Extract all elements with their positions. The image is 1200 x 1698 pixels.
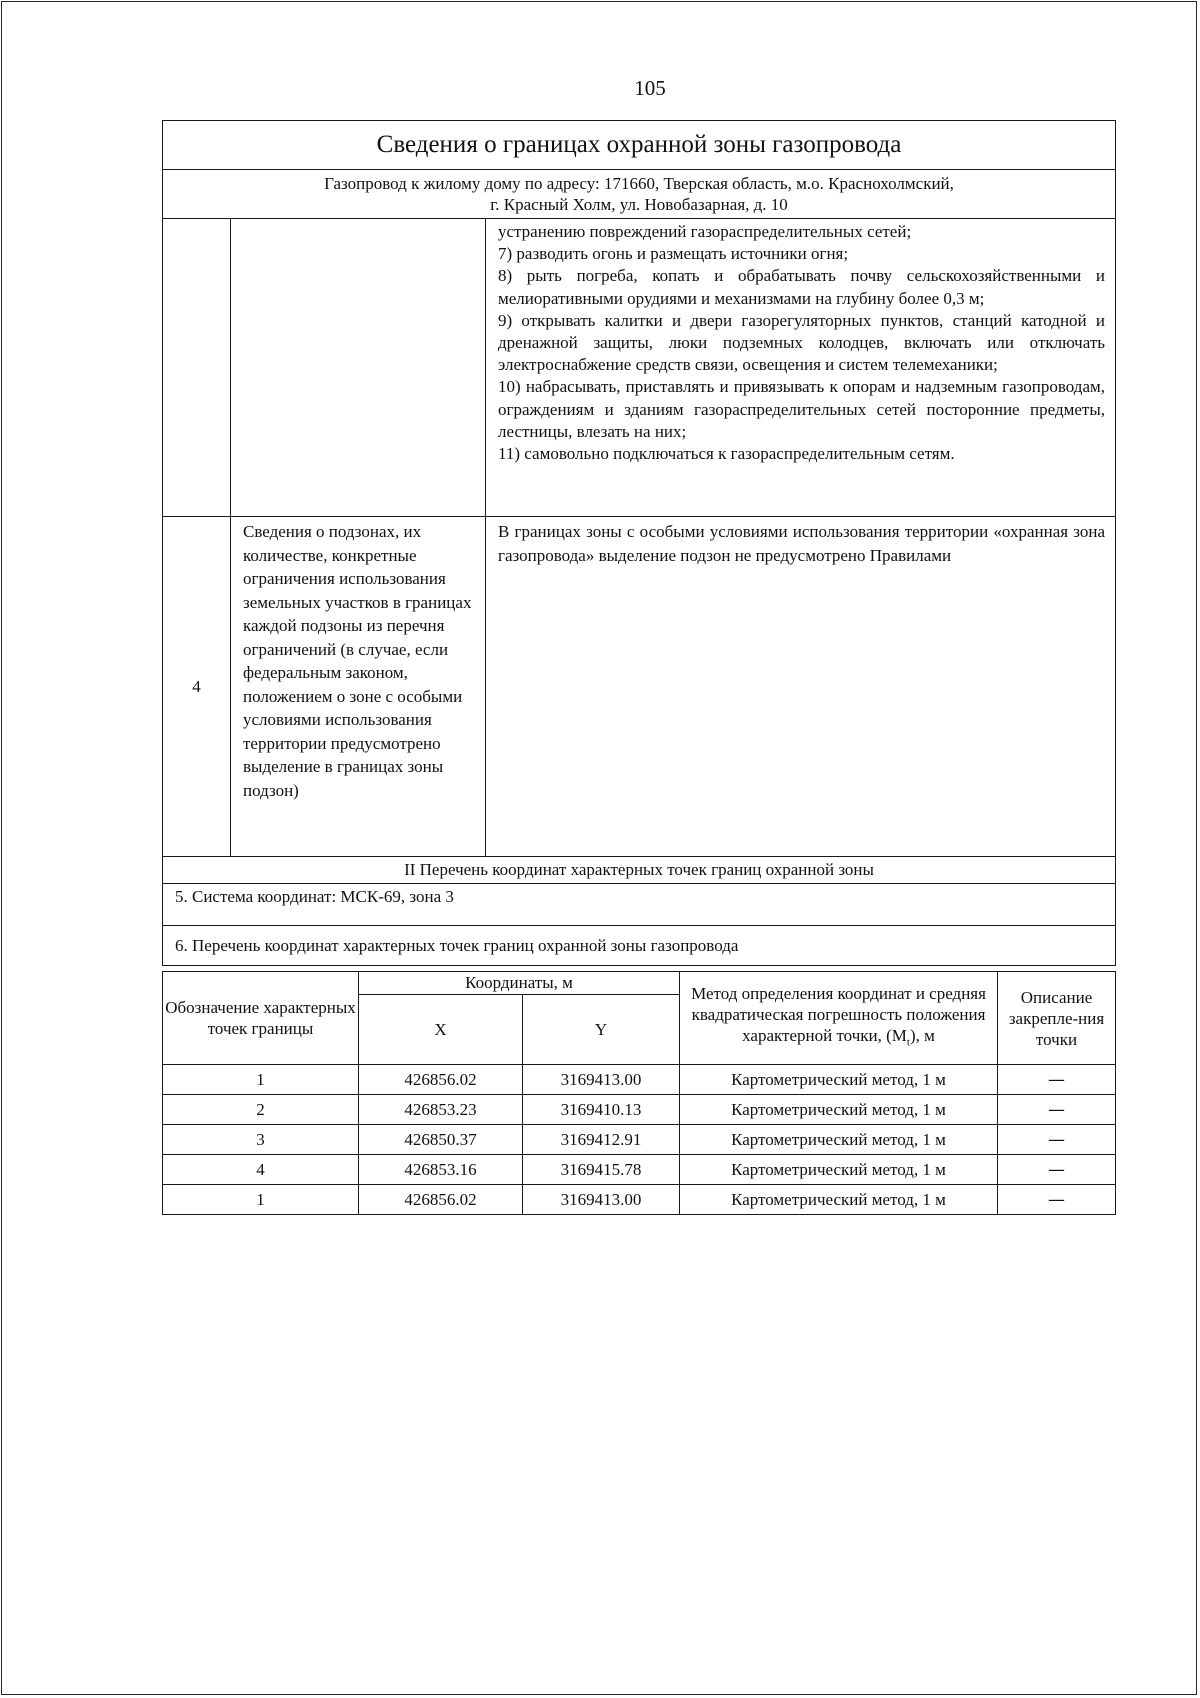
coord-y: 3169413.00 — [523, 1185, 680, 1215]
restriction-item: устранению повреждений газораспределительных сетей; — [498, 222, 912, 241]
method: Картометрический метод, 1 м — [680, 1095, 998, 1125]
points-list-title: 6. Перечень координат характерных точек границ охранной зоны газопровода — [163, 926, 1116, 966]
method: Картометрический метод, 1 м — [680, 1065, 998, 1095]
address-line-2: г. Красный Холм, ул. Новобазарная, д. 10 — [490, 195, 788, 214]
zone-info-table — [162, 120, 1116, 966]
table-row — [163, 1125, 1116, 1155]
coordinate-system: 5. Система координат: МСК-69, зона 3 — [163, 884, 1116, 926]
section-2-title: II Перечень координат характерных точек границ охранной зоны — [163, 857, 1116, 884]
method: Картометрический метод, 1 м — [680, 1155, 998, 1185]
method: Картометрический метод, 1 м — [680, 1125, 998, 1155]
coord-y: 3169410.13 — [523, 1095, 680, 1125]
point-id: 4 — [163, 1155, 359, 1185]
document-title: Сведения о границах охранной зоны газопровода — [163, 121, 1116, 170]
table-row — [163, 1155, 1116, 1185]
point-id: 2 — [163, 1095, 359, 1125]
header-method: Метод определения координат и средняя квадратическая погрешность положения характерной точки, $(M_t)$, м — [680, 972, 998, 1065]
restrictions-list — [486, 219, 1116, 517]
fixing: — — [998, 1155, 1116, 1185]
fixing: — — [998, 1095, 1116, 1125]
header-coordinates: Координаты, м — [359, 972, 680, 995]
restriction-item: 11) самовольно подключаться к газораспределительным сетям. — [498, 444, 955, 464]
fixing: — — [998, 1125, 1116, 1155]
page-number: 105 — [634, 76, 666, 100]
coordinates-table — [162, 971, 1116, 1215]
subzones-label: Сведения о подзонах, их количестве, конкретные ограничения использования земельных участков в границах каждой подзоны из перечня ограничений (в случае, если федеральным законом, положением о зоне с особыми условиями использования территории предусмотрено выделение в границах зоны подзон) — [231, 517, 486, 857]
fixing: — — [998, 1185, 1116, 1215]
table-row — [163, 1095, 1116, 1125]
restriction-item: 9) открывать калитки и двери газорегуляторных пунктов, станций катодной и дренажной защиты, люки подземных колодцев, включать или отключать электроснабжение средств связи, освещения и систем телемеханики; — [498, 310, 1106, 375]
restriction-item: 7) разводить огонь и размещать источники огня; — [498, 244, 849, 264]
coord-x: 426853.16 — [359, 1155, 523, 1185]
point-id: 3 — [163, 1125, 359, 1155]
header-point: Обозначение характерных точек границы — [163, 972, 359, 1065]
row-number: 4 — [163, 517, 231, 857]
subzones-text: В границах зоны с особыми условиями использования территории «охранная зона газопровода» выделение подзон не предусмотрено Правилами — [486, 517, 1116, 857]
empty-label-cell — [231, 219, 486, 517]
address-line-1: Газопровод к жилому дому по адресу: 171660, Тверская область, м.о. Краснохолмский, — [324, 174, 954, 193]
header-fixing: Описание закрепле-ния точки — [998, 972, 1116, 1065]
coord-x: 426856.02 — [359, 1065, 523, 1095]
point-id: 1 — [163, 1065, 359, 1095]
restriction-item: 8) рыть погреба, копать и обрабатывать почву сельскохозяйственными и мелиоративными орудиями и механизмами на глубину более 0,3 м; — [498, 266, 1106, 308]
coord-y: 3169412.91 — [523, 1125, 680, 1155]
restriction-item: 10) набрасывать, приставлять и привязывать к опорам и надземным газопроводам, ограждениям и зданиям газораспределительных сетей посторонние предметы, лестницы, влезать на них; — [498, 377, 1106, 441]
table-row — [163, 1065, 1116, 1095]
empty-number-cell — [163, 219, 231, 517]
table-row — [163, 1185, 1116, 1215]
coord-x: 426850.37 — [359, 1125, 523, 1155]
coord-x: 426853.23 — [359, 1095, 523, 1125]
header-y: Y — [523, 995, 680, 1065]
fixing: — — [998, 1065, 1116, 1095]
object-address — [163, 170, 1116, 219]
coord-y: 3169413.00 — [523, 1065, 680, 1095]
coord-y: 3169415.78 — [523, 1155, 680, 1185]
coord-x: 426856.02 — [359, 1185, 523, 1215]
method: Картометрический метод, 1 м — [680, 1185, 998, 1215]
point-id: 1 — [163, 1185, 359, 1215]
header-x: X — [359, 995, 523, 1065]
